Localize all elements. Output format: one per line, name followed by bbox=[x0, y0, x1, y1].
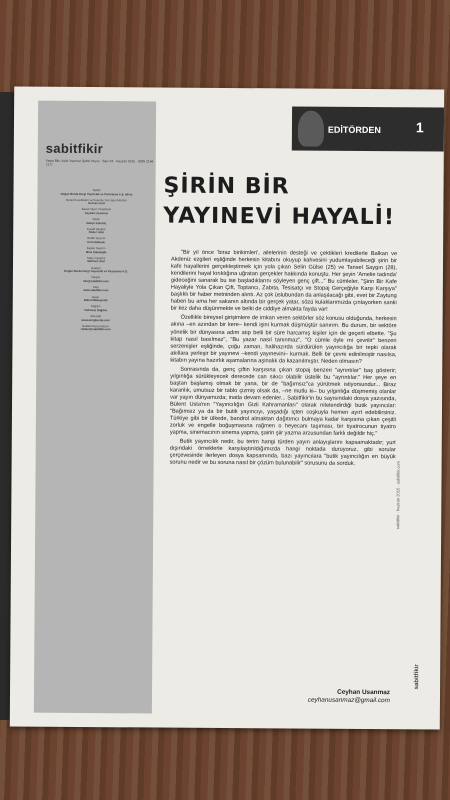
credit-entry bbox=[43, 295, 149, 303]
credit-entry bbox=[43, 198, 149, 206]
credit-name: Ceyhan Usanmaz bbox=[84, 210, 108, 216]
credit-role: Baskı bbox=[92, 294, 100, 299]
credit-role: Dağıtım bbox=[90, 304, 101, 309]
issue-info: Yaşar Bilir, Aylık Yayınevi Şahsi Yayını · Sayı 53 · Haziran 2015 · ISSN 2146-7277 bbox=[45, 158, 155, 168]
credit-name: Gökçe Gündüç bbox=[86, 220, 107, 225]
credit-entry bbox=[43, 247, 149, 255]
editor-photo bbox=[298, 110, 324, 146]
page-number: 1 bbox=[415, 119, 424, 136]
title-line-2: YAYINEVİ HAYALİ! bbox=[163, 203, 396, 231]
article-paragraph: "Bir yıl önce 'biraz birikimleri', ailelerinin desteği ve çektikleri kredilerle Balkan ve Akdeniz ezgileri eşliğinde herkesin kitabını okuyup kahvesini yudumlayabileceği şirin bir kafe hayallerini gerçekleştirmek için yola çıkan Selin Gülse (25) ve Tansel Saygın (28), kendilerini hayal kırıklığına uğratan gerçekler hakkında konuştu. Her şeyin 'Amelie tadında' gideceğini sanarak bu ise başladıklarını söyleyen genç çift..." Bu cümleler, "Şirin Bir Kafe Hayaliyle Yola Çıkan Çift, Toptancı, Zabıta, Tesisatçı ve Stopaj Gerçeğiyle Karşı Karşıya" başlıklı bir haber metninden alıntı. Az çok üslubundan da anlaşılacağı gibi, evet bir Zaytung haberi bu ama her sakanın altında bir gerçek yatar, sözü kulaklarımızda çınlayorken sanki bir kez daha düşünmekte ve belki de ciddiye almakta fayda var! bbox=[170, 249, 398, 314]
masthead-logo: sabitfikir bbox=[45, 140, 104, 157]
credit-name: Önder Ünlü bbox=[88, 230, 104, 235]
credit-role: Reklam bbox=[91, 265, 101, 270]
credit-name: Turkuvaz Dağıtım bbox=[84, 307, 108, 313]
article-title bbox=[163, 172, 433, 234]
credit-entry bbox=[43, 286, 149, 294]
article-paragraph: Butik yayıncılık nedir, bu terim hangi türden yayın anlayışlarını kapsamaktadır; yurt dışındaki örneklerle karşılaştırıldığımızda hangi noktada duruyoruz, gibi sorular çerçevesinde ilerleyen dosya kapsamında, bazı yayıncılara "butik yayıncılığın en büyük sorunu nedir ve bu soruna nasıl bir çözüm bulunabilir" sorusunu da sorduk. bbox=[169, 438, 396, 468]
title-line-1: ŞİRİN BİR bbox=[163, 173, 290, 200]
credit-entry bbox=[43, 208, 149, 216]
masthead-credits bbox=[43, 189, 150, 335]
credit-role: Sahibi bbox=[92, 188, 101, 193]
magazine-page bbox=[10, 87, 444, 730]
credit-entry bbox=[43, 276, 149, 284]
article-body bbox=[170, 250, 398, 471]
credit-role: Editör bbox=[92, 217, 100, 222]
credit-name: Esra Dikbıyık bbox=[87, 240, 105, 245]
margin-vertical-note: sabitfikir · haziran 2015 · sabitfikir.com bbox=[395, 461, 401, 530]
signature-email: ceyhanusanmaz@gmail.com bbox=[307, 696, 390, 705]
credit-entry bbox=[43, 257, 149, 265]
credit-entry bbox=[43, 218, 149, 226]
credit-name: www.sabitfikir.com bbox=[83, 288, 109, 293]
credit-entry bbox=[43, 305, 149, 313]
article-paragraph: Özellikle bireysel girişimlere de imkan veren sektörler söz konusu olduğunda, herkesin akına –en azından bir kere– kendi işini kurmak düşmüştür sanırım. Bu durum, bir sektöre yönelik bir dünyasına adım atıp belli bir süre harcamış kişiler için de geçerli elbette. "Şu kitap nasıl basılmaz", "Bu yazar nasıl tanınmaz", "O cümle öyle mi çevrilir" benzeri serzenişler eşliğinde, çoğu zaman, halihazırda sürdürülen yayıncılığa bir tepki olarak akıllara yerleşir bir yayınevi –kendi yayınevini– kurmak. Belli bir çevre edinilmiştir nasılsa, kitabın yayına hazırlık aşamalarına aşinalık da kazanılmıştır. Neden olmasın? bbox=[170, 315, 397, 365]
margin-footer-logo: sabitfikir bbox=[414, 664, 421, 690]
credit-role: Kreatif Direktör bbox=[86, 226, 106, 231]
article-paragraph: Sonrasında da, genç çiftin karşısına çıkan stopaj benzeri "ayrıntılar" baş gösterir; yılgınlığa sürükleyecek derecede can sıkıcı olabilir üstelik bu "ayrıntılar." Her şeye en baştan başlamış olmak bir yana, bir de "bağımsız"ca yürütmek istiyorsundur... Biraz karanlık, umutsuz bir tablo çizmiş olsak da, –ne mutlu ki– bu yılgınlığa düşmemiş olanlar var yayın dünyamızda; inatla devam edenler... Sabitfikir'in bu sayısındaki dosya yazısında, Bülent Usta'nın "Yayıncılığın Gizli Kahramanları" olarak nitelendirdiği butik yayıncılar: "Bağımsız ya da bir butik yayıncıyı, yaşadığı içten coşkuyla hemen ayırt edebilirsiniz. Türkiye gibi bir ülkede, bandrol almaktan dağıtımcı bulmaya kadar karşısına çıkan çeşitli zorluk ve engelle boğuşmasına rağmen o heyecanı taşıması, bir tiyatrocunun tiyatro yapma, sinemacının sinema yapma, şairin şiir yazma arzusundan farklı değildir hiç." bbox=[169, 366, 397, 438]
signature-name: Ceyhan Usanmaz bbox=[337, 688, 391, 697]
credit-role: Grafik Tasarım bbox=[87, 236, 106, 241]
credit-name: Nurcan Fırat bbox=[88, 201, 105, 206]
credit-name: Doğan Burda Dergi Yayıncılık ve Pazarlama A.Ş. adına bbox=[60, 191, 133, 196]
section-label: EDİTÖRDEN bbox=[327, 124, 381, 136]
credit-entry bbox=[43, 266, 149, 274]
credit-name: Doğan Burda Dergi Yayıncılık ve Pazarlama A.Ş. bbox=[64, 268, 128, 274]
credit-name: Mine Çakaloğlu bbox=[85, 249, 107, 254]
credit-role: İletişim bbox=[91, 275, 101, 280]
masthead-sidebar bbox=[34, 101, 156, 714]
credit-role: Abonelik bbox=[90, 313, 102, 319]
credit-entry bbox=[43, 189, 149, 197]
credit-entry bbox=[43, 324, 149, 332]
credit-name: Mehmet Ünal bbox=[87, 259, 105, 264]
section-header bbox=[292, 106, 444, 151]
credit-entry bbox=[43, 227, 149, 235]
credit-name: reklam@sabitfikir.com bbox=[80, 327, 111, 332]
credit-role: Reklam Rezervasyon bbox=[82, 323, 109, 328]
credit-role: Satış Yönetimi bbox=[87, 255, 106, 260]
credit-entry bbox=[43, 315, 149, 323]
credit-name: Bilnet Matbaacılık bbox=[83, 298, 108, 303]
credit-name: info@sabitfikir.com bbox=[82, 278, 109, 283]
credit-name: www.dergiburda.com bbox=[81, 317, 110, 322]
credit-role: Genel Yayın Yönetmeni bbox=[81, 207, 112, 212]
credit-entry bbox=[43, 237, 149, 245]
credit-role: Kapak Tasarım bbox=[86, 246, 106, 251]
signature bbox=[240, 688, 390, 705]
credit-role: Web bbox=[92, 284, 99, 289]
credit-role: Genel Koordinatör ve Sorumlu Yazı İşleri Müdürü bbox=[66, 197, 127, 202]
